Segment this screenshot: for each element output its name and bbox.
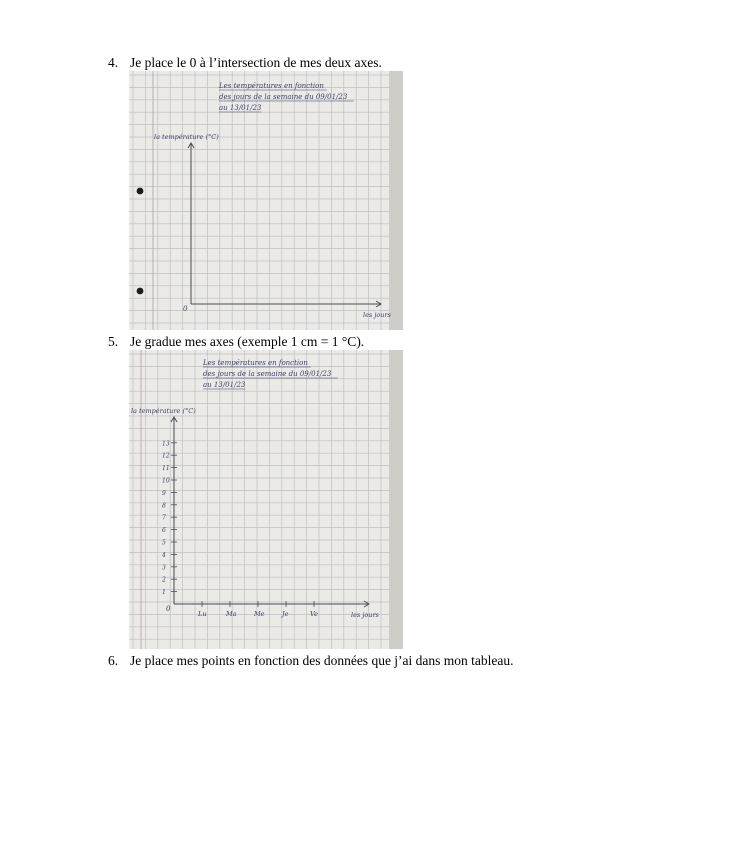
y-tick-label: 1 [162,589,166,597]
y-tick-label: 5 [162,539,166,547]
y-tick-label: 11 [162,465,170,473]
punch-hole [137,188,144,195]
x-axis-label: les jours [351,611,379,619]
step-number: 6. [108,653,119,668]
y-tick-label: 9 [162,489,166,497]
step-6 [108,653,514,669]
origin-label: 0 [183,305,188,313]
chart-title-line: Les températures en fonction [219,82,324,90]
step-text: Je place mes points en fonction des données que j’ai dans mon tableau. [130,653,514,668]
chart-title-line: au 13/01/23 [219,104,262,112]
step-number: 4. [108,55,119,70]
y-tick-label: 3 [162,564,166,572]
y-axis-label: la température (°C) [131,407,196,415]
y-tick-label: 13 [162,440,170,448]
chart-title-line: des jours de la semaine du 09/01/23 [219,93,348,101]
x-axis-label: les jours [363,311,391,319]
notebook-photo-axes-origin [129,71,403,330]
x-tick-label: Lu [198,610,207,618]
y-tick-label: 6 [162,527,166,535]
x-tick-label: Me [254,610,265,618]
y-tick-label: 2 [162,576,166,584]
y-tick-label: 4 [162,551,166,559]
step-4 [108,55,382,71]
step-number: 5. [108,334,119,349]
chart-title-line: des jours de la semaine du 09/01/23 [203,370,332,378]
graph-paper-sketch [129,350,403,649]
x-tick-label: Ve [310,610,318,618]
punch-hole [137,288,144,295]
origin-label: 0 [166,605,171,613]
chart-title-line: Les températures en fonction [203,359,308,367]
step-text: Je gradue mes axes (exemple 1 cm = 1 °C). [130,334,365,349]
y-tick-label: 12 [162,452,170,460]
graph-paper-sketch [129,71,403,330]
paper-edge [389,350,403,649]
step-5 [108,334,364,350]
x-tick-label: Je [282,610,289,618]
y-axis-label: la température (°C) [154,133,219,141]
notebook-photo-graduated-axes [129,350,403,649]
y-tick-label: 8 [162,502,166,510]
chart-title-line: au 13/01/23 [203,381,246,389]
x-tick-label: Ma [226,610,237,618]
y-tick-label: 7 [162,514,166,522]
y-tick-label: 10 [162,477,170,485]
paper-edge [389,71,403,330]
step-text: Je place le 0 à l’intersection de mes deux axes. [130,55,382,70]
